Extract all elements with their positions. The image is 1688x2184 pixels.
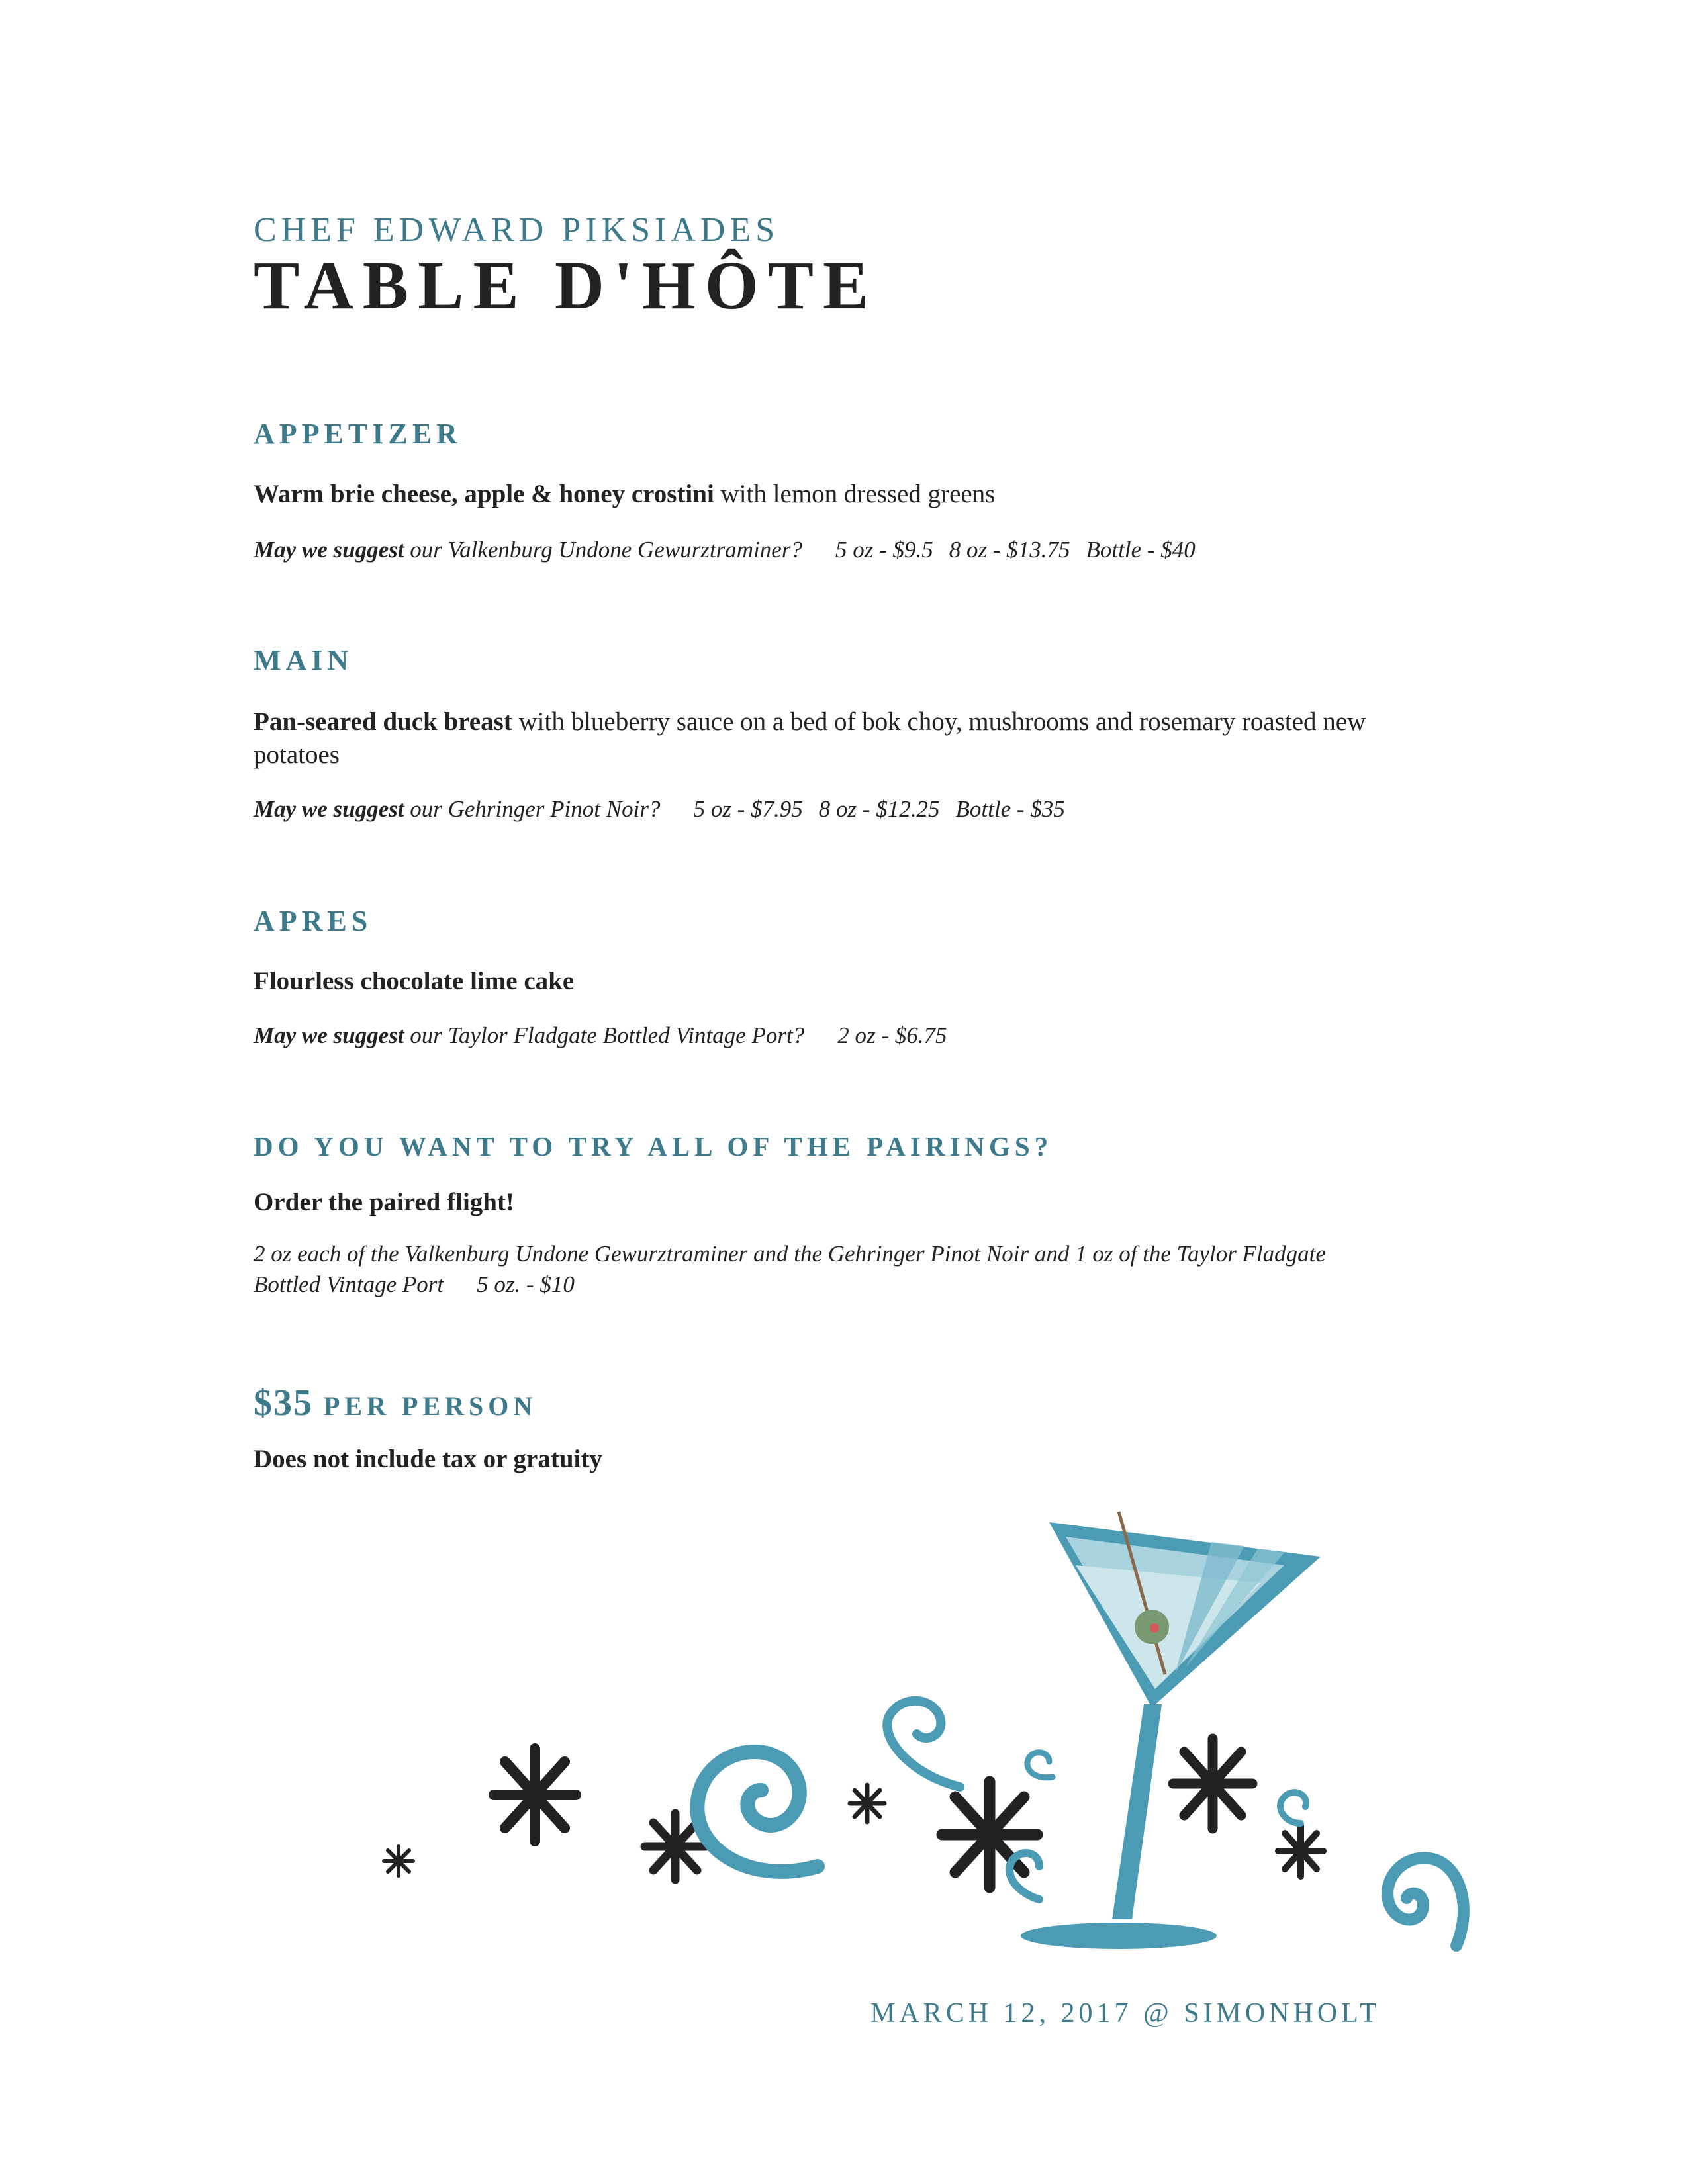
- pairings-price: 5 oz. - $10: [477, 1271, 575, 1297]
- appetizer-dish-desc: with lemon dressed greens: [714, 480, 996, 508]
- appetizer-heading: APPETIZER: [254, 418, 462, 450]
- swirl-large-icon: [1387, 1858, 1464, 1946]
- chef-name: CHEF EDWARD PIKSIADES: [254, 211, 780, 249]
- price-note-text: Does not include tax or gratuity: [254, 1445, 602, 1473]
- appetizer-suggest-label: May we suggest: [254, 537, 404, 563]
- main-price-8oz: 8 oz - $12.25: [818, 796, 940, 822]
- pairings-description-text: 2 oz each of the Valkenburg Undone Gewurztraminer and the Gehringer Pinot Noir and 1 oz of the Taylor Fladgate Bottled Vintage Port: [254, 1241, 1326, 1297]
- main-suggest-label: May we suggest: [254, 796, 404, 822]
- swirl-large-icon: [697, 1752, 818, 1872]
- star-large-icon: [1173, 1739, 1252, 1829]
- swirl-icons: [697, 1701, 1464, 1946]
- main-suggest-wine: our Gehringer Pinot Noir?: [404, 796, 661, 822]
- page-title: TABLE D'HÔTE: [254, 248, 878, 324]
- appetizer-price-8oz: 8 oz - $13.75: [949, 537, 1070, 563]
- price-amount: $35: [254, 1383, 313, 1424]
- star-small-icon: [384, 1846, 413, 1876]
- footer-date-venue: MARCH 12, 2017 @ SIMONHOLT: [870, 1998, 1381, 2028]
- star-medium-icon: [1278, 1826, 1323, 1876]
- apres-price-2oz: 2 oz - $6.75: [837, 1023, 947, 1048]
- main-heading: MAIN: [254, 644, 353, 676]
- appetizer-price-5oz: 5 oz - $9.5: [835, 537, 933, 563]
- star-large-icon: [942, 1782, 1037, 1888]
- pairings-heading: DO YOU WANT TO TRY ALL OF THE PAIRINGS?: [254, 1131, 1053, 1161]
- price-per-label: PER PERSON: [324, 1391, 538, 1421]
- pairings-order-text: Order the paired flight!: [254, 1188, 514, 1216]
- apres-dish-name: Flourless chocolate lime cake: [254, 967, 575, 995]
- starburst-icons: [384, 1739, 1323, 1888]
- appetizer-dish-name: Warm brie cheese, apple & honey crostini: [254, 480, 714, 508]
- apres-heading: APRES: [254, 905, 373, 937]
- swirl-small-icon: [1280, 1792, 1306, 1823]
- swirl-medium-icon: [887, 1701, 960, 1787]
- star-large-icon: [494, 1749, 576, 1841]
- main-price-5oz: 5 oz - $7.95: [693, 796, 803, 822]
- martini-glass-icon: [1021, 1512, 1321, 1949]
- appetizer-suggest-wine: our Valkenburg Undone Gewurztraminer?: [404, 537, 802, 563]
- appetizer-price-bottle: Bottle - $40: [1086, 537, 1196, 563]
- apres-suggest-label: May we suggest: [254, 1023, 404, 1048]
- main-dish-desc: with blueberry sauce on a bed of bok choy, mushrooms and rosemary roasted new potatoes: [254, 707, 1366, 769]
- main-dish-name: Pan-seared duck breast: [254, 707, 512, 736]
- swirl-small-icon: [1027, 1752, 1053, 1778]
- main-price-bottle: Bottle - $35: [955, 796, 1065, 822]
- apres-suggest-wine: our Taylor Fladgate Bottled Vintage Port?: [404, 1023, 805, 1048]
- star-small-icon: [850, 1785, 884, 1822]
